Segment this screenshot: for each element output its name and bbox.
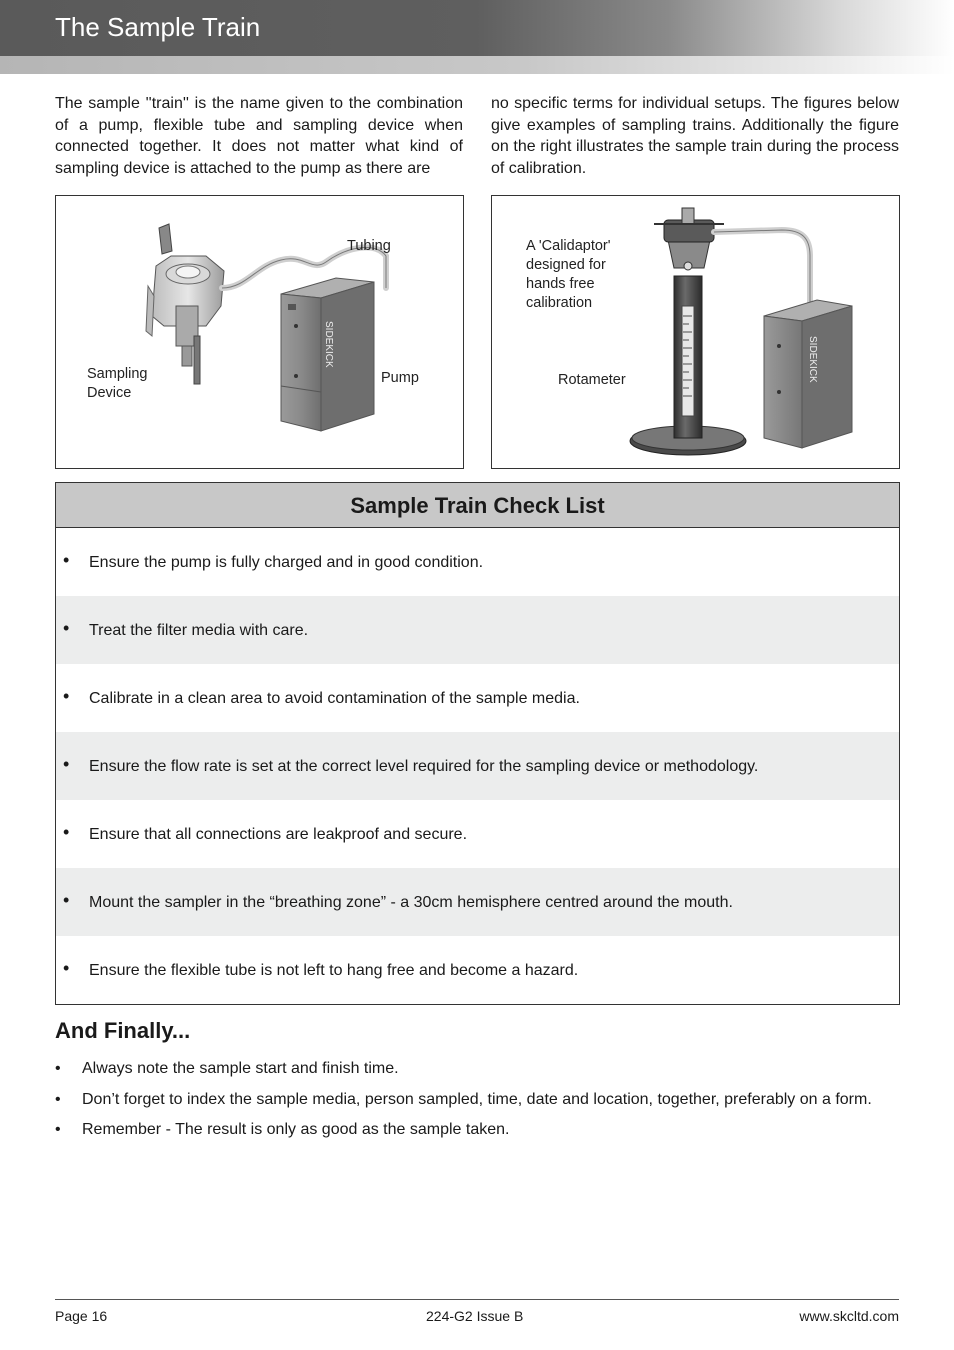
bullet-icon: • xyxy=(63,958,70,978)
pump-label: Pump xyxy=(381,370,419,386)
calidaptor-label-line3: hands free xyxy=(526,276,595,292)
and-finally-heading: And Finally... xyxy=(55,1018,191,1043)
checklist-item-text: Ensure that all connections are leakproof and secure. xyxy=(89,826,468,843)
sample-train-checklist xyxy=(55,482,900,1005)
pump-brand-text-right: SIDEKICK xyxy=(807,336,818,383)
rotameter-drawing xyxy=(630,208,746,455)
page-header xyxy=(0,0,954,56)
checklist-item-text: Calibrate in a clean area to avoid contamination of the sample media. xyxy=(89,690,580,707)
checklist-item-text: Ensure the flow rate is set at the correct level required for the sampling device or methodology. xyxy=(89,758,759,775)
bullet-icon: • xyxy=(55,1121,61,1138)
calibration-figure xyxy=(491,195,900,469)
footer-divider xyxy=(55,1299,899,1300)
bullet-icon: • xyxy=(63,890,70,910)
checklist-item xyxy=(56,936,899,1004)
header-band xyxy=(0,56,954,74)
and-finally-list xyxy=(55,1058,899,1150)
list-item-text: Don’t forget to index the sample media, person sampled, time, date and location, together, preferably on a form. xyxy=(82,1090,872,1108)
checklist-item xyxy=(56,800,899,868)
bullet-icon: • xyxy=(63,822,70,842)
list-item xyxy=(55,1058,899,1080)
checklist-item-text: Mount the sampler in the “breathing zone” - a 30cm hemisphere centred around the mouth. xyxy=(89,894,733,911)
bullet-icon: • xyxy=(63,618,70,638)
page-title: The Sample Train xyxy=(55,12,261,42)
sampling-train-figure xyxy=(55,195,464,469)
checklist-item xyxy=(56,664,899,732)
tubing-label: Tubing xyxy=(347,238,391,254)
sampling-train-illustration xyxy=(56,196,463,468)
list-item xyxy=(55,1119,899,1141)
checklist-item-text: Treat the filter media with care. xyxy=(89,622,309,639)
calidaptor-label-line2: designed for xyxy=(526,257,606,273)
sampling-device-label-line2: Device xyxy=(87,385,132,401)
pump-drawing-right xyxy=(764,300,852,448)
footer-website: www.skcltd.com xyxy=(799,1308,899,1324)
checklist-item xyxy=(56,732,899,800)
checklist-item-text: Ensure the flexible tube is not left to hang free and become a hazard. xyxy=(89,962,579,979)
list-item-text: Always note the sample start and finish time. xyxy=(82,1060,399,1077)
intro-left-paragraph: The sample ''train'' is the name given to the combination of a pump, flexible tube and sampling device when connected together. It does not matter what kind of sampling device is attached to the pump as there are xyxy=(55,95,463,177)
checklist-item-text: Ensure the pump is fully charged and in good condition. xyxy=(89,554,484,571)
intro-right-paragraph: no specific terms for individual setups. The figures below give examples of sampling trains. Additionally the figure on the right illustrates the sample train during the process of calibration. xyxy=(491,95,899,177)
calidaptor-label-line4: calibration xyxy=(526,295,593,311)
calibration-illustration xyxy=(492,196,899,468)
pump-brand-text: SIDEKICK xyxy=(323,321,334,368)
pump-drawing xyxy=(281,278,374,431)
bullet-icon: • xyxy=(55,1060,61,1077)
footer-issue: 224-G2 Issue B xyxy=(426,1308,524,1324)
list-item-text: Remember - The result is only as good as the sample taken. xyxy=(82,1121,510,1138)
checklist-item xyxy=(56,596,899,664)
list-item xyxy=(55,1089,899,1111)
calidaptor-label-line1: A 'Calidaptor' xyxy=(526,238,611,254)
checklist-item xyxy=(56,528,899,596)
sampling-device-label-line1: Sampling xyxy=(87,366,148,382)
bullet-icon: • xyxy=(63,754,70,774)
rotameter-label: Rotameter xyxy=(558,372,626,388)
sampling-device-drawing xyxy=(146,224,224,384)
checklist-title: Sample Train Check List xyxy=(56,483,899,528)
checklist-item xyxy=(56,868,899,936)
bullet-icon: • xyxy=(55,1090,61,1108)
footer-page-number: Page 16 xyxy=(55,1308,108,1324)
bullet-icon: • xyxy=(63,686,70,706)
bullet-icon: • xyxy=(63,550,70,570)
